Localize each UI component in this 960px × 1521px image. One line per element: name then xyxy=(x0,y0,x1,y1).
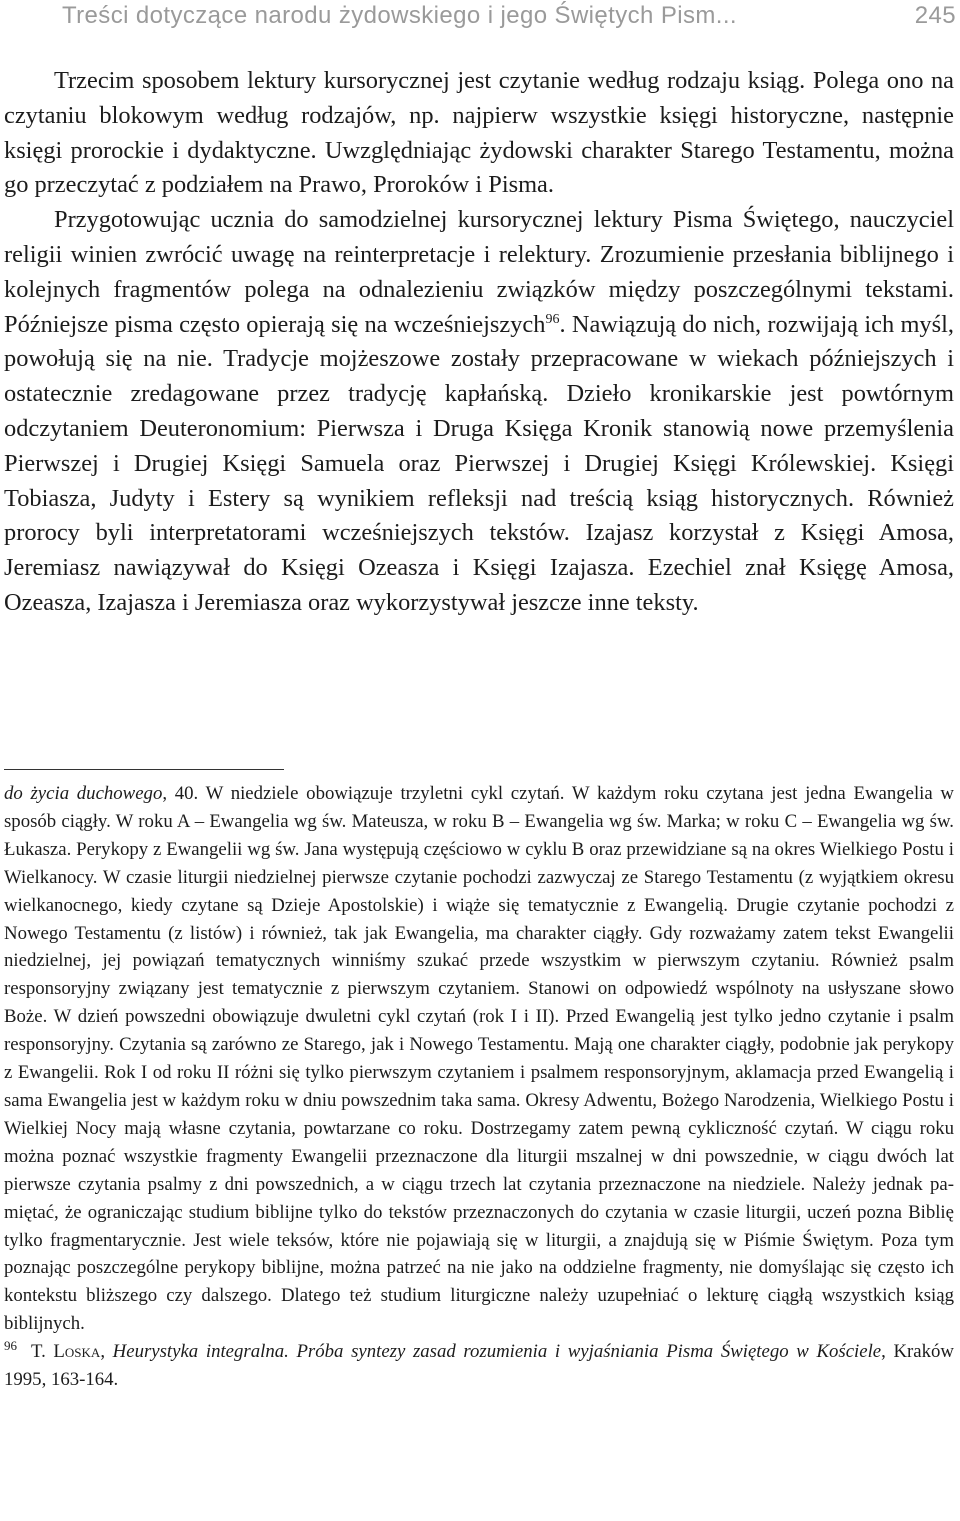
footnote-continued xyxy=(4,780,954,1338)
paragraph-2 xyxy=(4,203,954,621)
footnote-96-tail: , Kraków 1995, 163-164. xyxy=(4,1341,954,1391)
paragraph-2-text-b: . Nawiązują do nich, rozwijają ich myśl, powołują się na nie. Tradycje mojżeszowe zostały przepracowane w wiekach późniejszych i ostatecznie zredagowane przez tradycję kapłańską. Dzieło kronikarskie jest powtórnym odczytaniem Deuteronomium: Pierwsza i Druga Księga Kronik stanowią nowe przemyślenia Pierwszej i Drugiej Księgi Samuela oraz Pierwszej i Drugiej Księgi Królewskiej. Księgi Tobiasza, Judyty i Estery są wynikiem refleksji nad treścią ksiąg historycznych. Również prorocy byli interpretatorami wcześniejszych tekstów. Izajasz korzystał z Księgi Amosa, Jeremiasz nawiązywał do Księgi Ozeasza i Księgi Izajasza. Ezechiel znał Księgę Amosa, Ozeasza, Izajasza i Jeremiasza oraz wykorzystywał jeszcze inne teksty. xyxy=(4,310,954,616)
page-number: 245 xyxy=(914,2,956,29)
footnote-96-comma: , xyxy=(100,1341,113,1363)
footnotes xyxy=(4,780,954,1394)
paragraph-1: Trzecim sposobem lektury kursorycznej jest czytanie według rodzaju ksiąg. Polega ono na czytaniu blokowym według rodzajów, np. najpierw wszystkie księgi historyczne, następnie księgi prorockie i dydaktyczne. Uwzględniając żydowski charakter Starego Testamentu, można go przeczytać z podziałem na Prawo, Proroków i Pisma. xyxy=(4,67,954,199)
footnote-96-mark: 96 xyxy=(4,1337,17,1353)
footnote-reference-96[interactable]: 96 xyxy=(545,311,560,327)
footnote-continued-italic: do życia duchowego xyxy=(4,783,163,804)
paragraph-2-text-a: Przygotowując ucznia do samodzielnej kursorycznej lektury Pisma Świętego, nauczyciel religii winien zwrócić uwagę na reinterpretacje i relektury. Zrozumienie przesłania biblijnego i kolejnych fragmentów polega na odnalezieniu związków między poszczególnymi tekstami. Późniejsze pisma często opierają się na wcześniejszych xyxy=(4,206,954,338)
footnote-96-title: Heurystyka integralna. Próba syntezy zasad rozumienia i wyjaśniania Pisma Świętego w Kościele xyxy=(112,1341,882,1363)
running-header xyxy=(62,2,958,38)
footnote-96-author-initial: T. L xyxy=(31,1341,65,1363)
footnote-96-author-rest: oska xyxy=(64,1341,101,1363)
footnote-continued-text: , 40. W niedziele obowiązuje trzyletni cykl czytań. W każdym roku czytana jest jedna Ewangelia w sposób ciągły. W roku A – Ewangelia wg św. Mateusza, w roku B – Ewangelia wg św. Marka; w roku C – Ewangelia wg św. Łukasza. Perykopy z Ewangelii wg św. Jana występują częściowo w cyklu B oraz przewidziane są na okres Wielkiego Postu i Wielkanocy. W czasie liturgii niedzielnej pierwsze czytanie pochodzi zazwyczaj ze Starego Testamentu (z wyjątkiem okresu wielkanocnego, kiedy czytane są Dzieje Apostolskie) i wiąże się tematycznie z Ewangelią. Drugie czytanie pochodzi z Nowego Testamentu (z listów) i również, tak jak Ewangelia, ma charakter ciągły. Gdy rozważamy zatem tekst Ewangelii niedzielnej, jej powiązań tematycznych winniśmy szukać przede wszystkim w pierwszym czytaniu. Również psalm responsoryjny związany jest tematycznie z pierwszym czytaniem. Stanowi on odpowiedź wspólnoty na usłyszane słowo Boże. W dzień powszedni obowiązuje dwuletni cykl czytań (rok I i II). Przed Ewangelią jest tylko jedno czytanie i psalm responsoryjny. Czytania są zarówno ze Starego, jak i Nowego Testamentu. Mają one charakter ciągły, podobnie jak perykopy z Ewangelii. Rok I od roku II różni się tylko pierwszym czytaniem i psalmem responsoryjnym, aklamacja przed Ewangelią i sama Ewangelia jest w każdym roku w dniu powszednim taka sama. Okresy Adwentu, Bożego Narodzenia, Wielkiego Postu i Wielkiej Nocy mają własne czytania, powtarzane co roku. Dostrzegamy zatem pewną cykliczność czytań. W ciągu roku można poznać wszystkie fragmenty Ewangelii przeznaczone dla liturgii mszalnej w dni powszednie, w ciągu dwóch lat pierwsze czytania psalmy z dni powszednich, a w ciągu trzech lat czytania przeznaczone na niedziele. Należy jednak pamiętać, że ograniczając studium biblijne tylko do tekstów przeznaczonych do czytania w czasie liturgii, uczeń pozna Biblię tylko fragmentarycznie. Jest wiele teksów, które nie pojawiają się w liturgii, a znajdują się w Piśmie Świętym. Poza tym poznając poszczególne perykopy biblijne, można patrzeć na nie jako na oddzielne fragmenty, nie domyślając się często ich kontekstu bliższego czy dalszego. Dlatego też studium liturgiczne należy uzupełniać o lekturę ciągłą wszystkich ksiąg biblijnych. xyxy=(4,783,954,1335)
running-title: Treści dotyczące narodu żydowskiego i jego Świętych Pism... xyxy=(62,2,737,29)
footnote-separator xyxy=(4,769,284,770)
footnote-96 xyxy=(4,1338,954,1394)
main-text xyxy=(4,64,954,621)
